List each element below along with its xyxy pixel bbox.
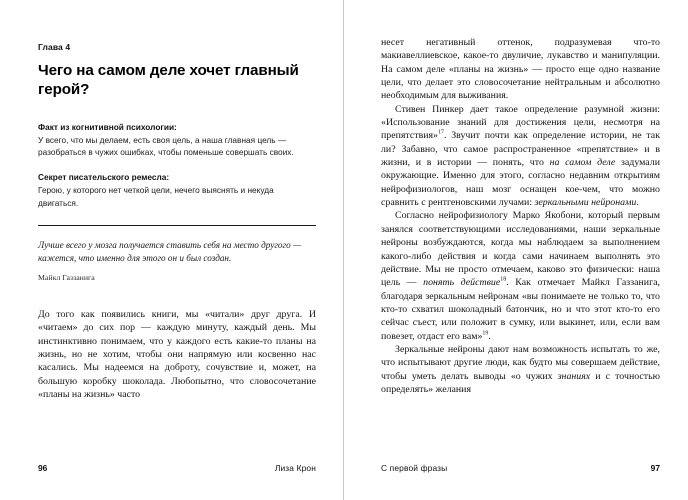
emphasis-text: на самом деле (549, 157, 616, 169)
body-paragraph-4 (381, 343, 660, 396)
footnote-marker: 18 (500, 276, 507, 283)
paragraph-text: задумали окружающие. Именно для этого, согласно недавним открытиям нейрофизиологов, наш мозг оснащен кое-чем, что можно сравнить с рентгеновскими лучами: (381, 157, 660, 209)
emphasis-text: понять действие (423, 277, 501, 289)
chapter-label: Глава 4 (38, 42, 71, 52)
left-page-folio (38, 463, 316, 473)
paragraph-text: Зеркальные нейроны дают нам возможность испытать то же, что испытывают другие люди, как будто мы совершаем действие, чтобы уметь делать выводы «о чужих (381, 343, 660, 382)
running-title: С первой фразы (381, 463, 448, 473)
body-paragraph-1 (381, 36, 660, 103)
emphasis-text: знаниях (557, 370, 591, 382)
right-page (344, 0, 688, 500)
body-paragraph-3 (381, 209, 660, 342)
paragraph-text: несет негативный оттенок, подразумевая что-то макиавеллиевское, какое-то двуличие, лукавство и манипуляции. На самом деле «планы на жизнь» — просто еще одно название цели, что делает это словосочетание нейтральным и абсолютно необходимым для выживания. (381, 37, 660, 102)
paragraph-text: и с точностью определять» желания (381, 370, 660, 395)
page-number: 97 (650, 463, 660, 473)
epigraph-author: Майкл Газзанига (38, 272, 95, 282)
callout-title: Факт из когнитивной психологии: (38, 122, 177, 132)
right-page-folio (381, 463, 660, 473)
body-paragraph: До того как появились книги, мы «читали» друг друга. И «читаем» до сих пор — каждую минуту, каждый день. Мы инстинктивно понимаем, что у каждого есть какие-то планы на жизнь, но не хотим, чтобы они напрямую или косвенно нас касались. Мы надеемся на доброту, сочувствие и, может, на большую коробку шоколада. Любопытно, что словосочетание «планы на жизнь» часто (38, 308, 316, 400)
footnote-marker: 19 (482, 330, 489, 337)
callout-body: У всего, что мы делаем, есть своя цель, а наша главная цель — разобраться в чужих ошибках, чтобы поменьше совершать своих. (38, 135, 294, 158)
paragraph-text: . (636, 197, 639, 209)
paragraph-text: Согласно нейрофизиологу Марко Якобони, который первым занялся соответствующими исследованиями, наши зеркальные нейроны возбуждаются, когда мы наблюдаем за выполнением какого-либо действия и когда сами начинаем выполнять это действие. Мы не просто отмечаем, каково это физически: наша цель — (381, 210, 660, 289)
chapter-title: Чего на самом деле хочет главный герой? (38, 62, 299, 98)
paragraph-text: Стивен Пинкер дает такое определение разумной жизни: «Использование знаний для достижения цели, несмотря на препятствия» (381, 103, 660, 142)
epigraph-quote: Лучше всего у мозга получается ставить себя на место другого — кажется, что именно для этого он и был создан. (38, 239, 302, 263)
left-page (0, 0, 343, 500)
emphasis-text: зеркальными нейронами (534, 197, 637, 209)
paragraph-text: . Звучит почти как определение истории, не так ли? Забавно, что самое распространенное «препятствие» и в жизни, и в истории — понять, что (381, 130, 660, 169)
footnote-marker: 17 (438, 130, 444, 137)
page-number: 96 (38, 463, 48, 473)
callout-body: Герою, у которого нет четкой цели, нечего выяснять и некуда двигаться. (38, 185, 274, 208)
running-title: Лиза Крон (274, 463, 316, 473)
callout-writing-secret (38, 171, 316, 208)
callout-cognitive-fact (38, 121, 316, 158)
callout-title: Секрет писательского ремесла: (38, 172, 170, 183)
paragraph-text: . Как отмечает Майкл Газзанига, благодаря зеркальным нейронам «вы понимаете не только то, что кто-то схватил шоколадный батончик, но и что этот кто-то его сейчас съест, или положит в сумку, или выкинет, или, если вам повезет, отдаст его вам» (381, 277, 660, 342)
paragraph-text: . (488, 330, 491, 342)
epigraph-divider-rule (38, 225, 316, 226)
body-paragraph-2 (381, 103, 660, 210)
